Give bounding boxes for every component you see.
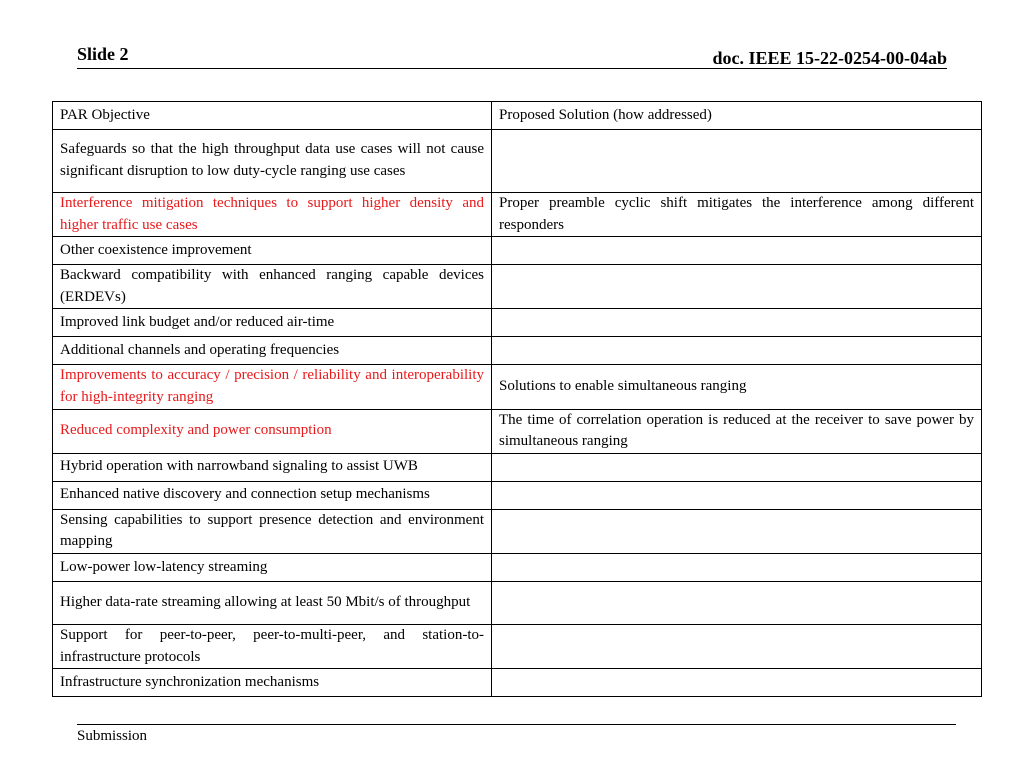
objective-cell: Reduced complexity and power consumption bbox=[53, 409, 492, 453]
objective-cell: Improvements to accuracy / precision / reliability and interoperability for high-integrity ranging bbox=[53, 365, 492, 409]
solution-cell bbox=[492, 624, 982, 668]
objective-cell: Improved link budget and/or reduced air-time bbox=[53, 309, 492, 337]
solution-cell bbox=[492, 453, 982, 481]
objective-cell: Safeguards so that the high throughput data use cases will not cause significant disruption to low duty-cycle ranging use cases bbox=[53, 130, 492, 193]
solution-cell bbox=[492, 130, 982, 193]
table-row bbox=[53, 365, 982, 409]
table-row bbox=[53, 130, 982, 193]
solution-cell bbox=[492, 237, 982, 265]
objective-cell: Other coexistence improvement bbox=[53, 237, 492, 265]
solution-cell bbox=[492, 309, 982, 337]
objective-cell: Low-power low-latency streaming bbox=[53, 553, 492, 581]
objective-cell: Support for peer-to-peer, peer-to-multi-peer, and station-to-infrastructure protocols bbox=[53, 624, 492, 668]
objective-cell: Higher data-rate streaming allowing at least 50 Mbit/s of throughput bbox=[53, 581, 492, 624]
footer-submission-label: Submission bbox=[77, 728, 148, 744]
solution-cell bbox=[492, 509, 982, 553]
table-row bbox=[53, 553, 982, 581]
table-row bbox=[53, 453, 982, 481]
header-par-objective: PAR Objective bbox=[53, 102, 492, 130]
footer-divider bbox=[77, 724, 956, 725]
objective-cell: Sensing capabilities to support presence detection and environment mapping bbox=[53, 509, 492, 553]
table-row bbox=[53, 265, 982, 309]
objective-cell: Interference mitigation techniques to support higher density and higher traffic use cases bbox=[53, 193, 492, 237]
solution-cell: Solutions to enable simultaneous ranging bbox=[492, 365, 982, 409]
document-id: doc. IEEE 15-22-0254-00-04ab bbox=[712, 48, 947, 68]
objective-cell: Hybrid operation with narrowband signaling to assist UWB bbox=[53, 453, 492, 481]
table-row bbox=[53, 237, 982, 265]
header-divider bbox=[77, 68, 947, 69]
table-row bbox=[53, 509, 982, 553]
objective-cell: Additional channels and operating frequencies bbox=[53, 337, 492, 365]
table-row bbox=[53, 624, 982, 668]
table-header-row bbox=[53, 102, 982, 130]
solution-cell bbox=[492, 337, 982, 365]
objective-cell: Backward compatibility with enhanced ranging capable devices (ERDEVs) bbox=[53, 265, 492, 309]
table-row bbox=[53, 669, 982, 697]
solution-cell bbox=[492, 553, 982, 581]
table-row bbox=[53, 193, 982, 237]
objective-cell: Infrastructure synchronization mechanisms bbox=[53, 669, 492, 697]
solution-cell bbox=[492, 265, 982, 309]
table-row bbox=[53, 581, 982, 624]
solution-cell bbox=[492, 669, 982, 697]
solution-cell bbox=[492, 581, 982, 624]
table-row bbox=[53, 337, 982, 365]
table-row bbox=[53, 481, 982, 509]
header-proposed-solution: Proposed Solution (how addressed) bbox=[492, 102, 982, 130]
par-objectives-table-container bbox=[52, 101, 981, 697]
solution-cell: Proper preamble cyclic shift mitigates the interference among different responders bbox=[492, 193, 982, 237]
table-row bbox=[53, 309, 982, 337]
objective-cell: Enhanced native discovery and connection setup mechanisms bbox=[53, 481, 492, 509]
solution-cell bbox=[492, 481, 982, 509]
table-row bbox=[53, 409, 982, 453]
solution-cell: The time of correlation operation is reduced at the receiver to save power by simultaneous ranging bbox=[492, 409, 982, 453]
par-objectives-table bbox=[52, 101, 982, 697]
slide-label: Slide 2 bbox=[77, 44, 129, 64]
